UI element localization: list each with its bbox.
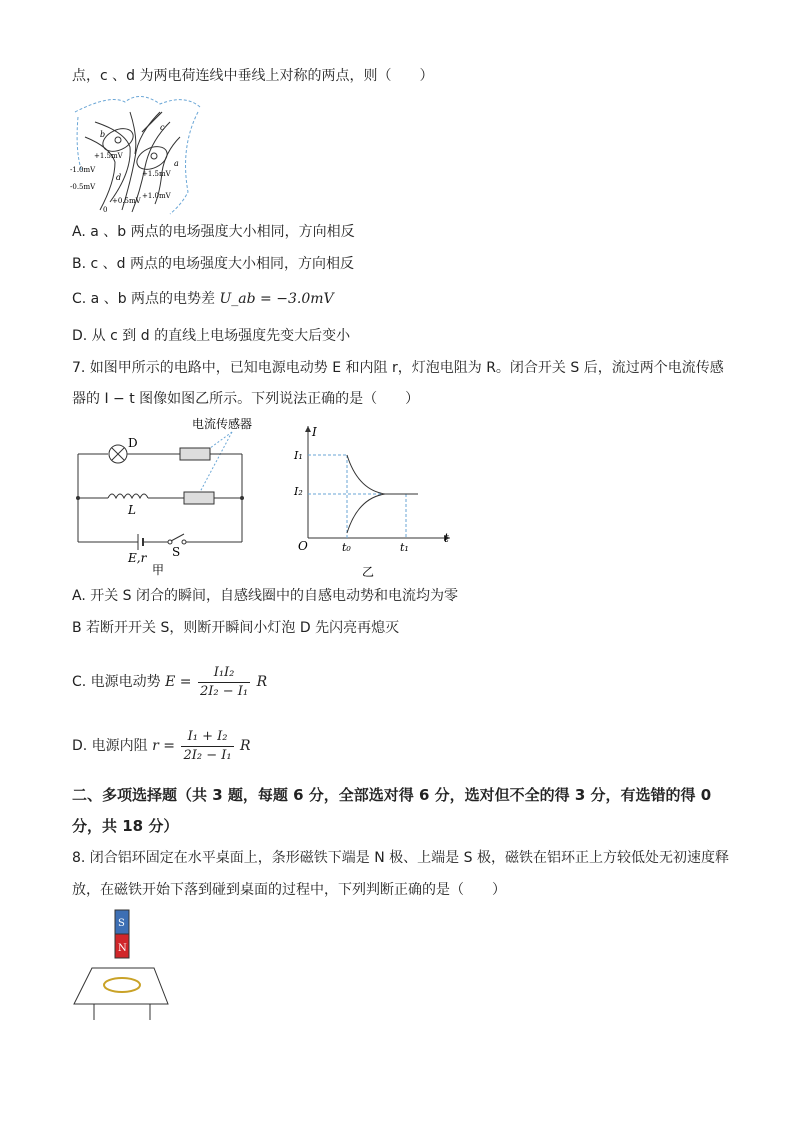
- q7-option-c: [72, 662, 267, 702]
- potential-label-3: -0.5mV: [70, 183, 96, 191]
- point-a-label: a: [174, 159, 179, 168]
- q7-option-d-text: D. 电源内阻: [72, 738, 148, 754]
- x-axis-label: t: [444, 531, 449, 545]
- q6-option-a: A. a 、b 两点的电场强度大小相同，方向相反: [72, 224, 355, 240]
- q7-stem-line-1: 7. 如图甲所示的电路中，已知电源电动势 E 和内阻 r，灯泡电阻为 R。闭合开关 S 后，流过两个电流传感: [72, 360, 724, 376]
- q7-option-c-lhs: E =: [165, 674, 192, 690]
- magnet-n-label: N: [118, 943, 127, 954]
- q7-option-d-fraction: [181, 728, 233, 765]
- q7-option-d: [72, 726, 251, 766]
- q7-option-b: B 若断开开关 S，则断开瞬间小灯泡 D 先闪亮再熄灭: [72, 620, 400, 636]
- q7-option-c-suffix: R: [256, 674, 268, 690]
- q7-option-d-lhs: r =: [152, 738, 176, 754]
- q7-option-c-fraction: [198, 664, 250, 701]
- section2-title-line-1: 二、多项选择题（共 3 题，每题 6 分，全部选对得 6 分，选对但不全的得 3 分，有选错的得 0: [72, 786, 712, 804]
- q7-option-d-denominator: 2I₂ − I₁: [183, 747, 232, 763]
- q6-option-c-text: C. a 、b 两点的电势差: [72, 291, 216, 307]
- origin-label: O: [298, 539, 308, 553]
- q7-stem-line-2: 器的 I − t 图像如图乙所示。下列说法正确的是（ ）: [72, 391, 420, 407]
- table-top: [74, 968, 168, 1004]
- lamp-label: D: [128, 436, 138, 450]
- q8-stem-line-2: 放，在磁铁开始下落到碰到桌面的过程中，下列判断正确的是（ ）: [72, 882, 506, 898]
- magnet-ring-figure: [70, 908, 180, 1030]
- t0-label: t₀: [342, 541, 351, 554]
- q7-option-d-numerator: I₁ + I₂: [181, 728, 233, 747]
- q6-option-c-formula: U_ab = −3.0mV: [219, 291, 334, 307]
- q8-stem-line-1: 8. 闭合铝环固定在水平桌面上，条形磁铁下端是 N 极、上端是 S 极，磁铁在铝环正上方较低处无初速度释: [72, 850, 729, 866]
- y-axis-label: I: [312, 425, 317, 439]
- switch-label: S: [172, 545, 181, 559]
- potential-label-5: +0.5mV: [112, 197, 141, 205]
- potential-label-2: -1.0mV: [70, 166, 96, 174]
- i2-label: I₂: [294, 485, 303, 498]
- point-c-label: c: [160, 123, 165, 132]
- current-time-graph: [290, 418, 460, 587]
- circuit-caption: 甲: [152, 563, 165, 577]
- potential-label-4: +1.5mV: [142, 170, 171, 178]
- q6-option-d: D. 从 c 到 d 的直线上电场强度先变大后变小: [72, 328, 351, 344]
- inductor-label: L: [128, 503, 136, 517]
- potential-label-6: +1.0mV: [142, 192, 171, 200]
- q6-option-b: B. c 、d 两点的电场强度大小相同，方向相反: [72, 256, 354, 272]
- i1-label: I₁: [294, 449, 303, 462]
- q7-option-c-numerator: I₁I₂: [198, 664, 250, 683]
- q7-option-a: A. 开关 S 闭合的瞬间，自感线圈中的自感电动势和电流均为零: [72, 588, 459, 604]
- point-d-label: d: [116, 173, 122, 182]
- graph-caption: 乙: [362, 565, 375, 579]
- q7-option-d-suffix: R: [240, 738, 251, 754]
- t1-label: t₁: [400, 541, 409, 554]
- point-b-label: b: [100, 130, 106, 139]
- section2-title-line-2: 分，共 18 分）: [72, 817, 179, 835]
- q6-option-c: [72, 289, 334, 309]
- circuit-diagram: [72, 414, 272, 583]
- sensor-label: 电流传感器: [192, 417, 253, 431]
- q7-option-c-denominator: 2I₂ − I₁: [200, 683, 249, 699]
- source-label: E,r: [128, 551, 147, 565]
- magnet-s-label: S: [118, 918, 125, 929]
- equipotential-figure: [70, 92, 210, 221]
- zero-label: 0: [103, 206, 108, 214]
- potential-label-1: +1.5mV: [94, 152, 123, 160]
- q6-stem-continuation: 点，c 、d 为两电荷连线中垂线上对称的两点，则（ ）: [72, 68, 434, 84]
- q7-option-c-text: C. 电源电动势: [72, 674, 161, 690]
